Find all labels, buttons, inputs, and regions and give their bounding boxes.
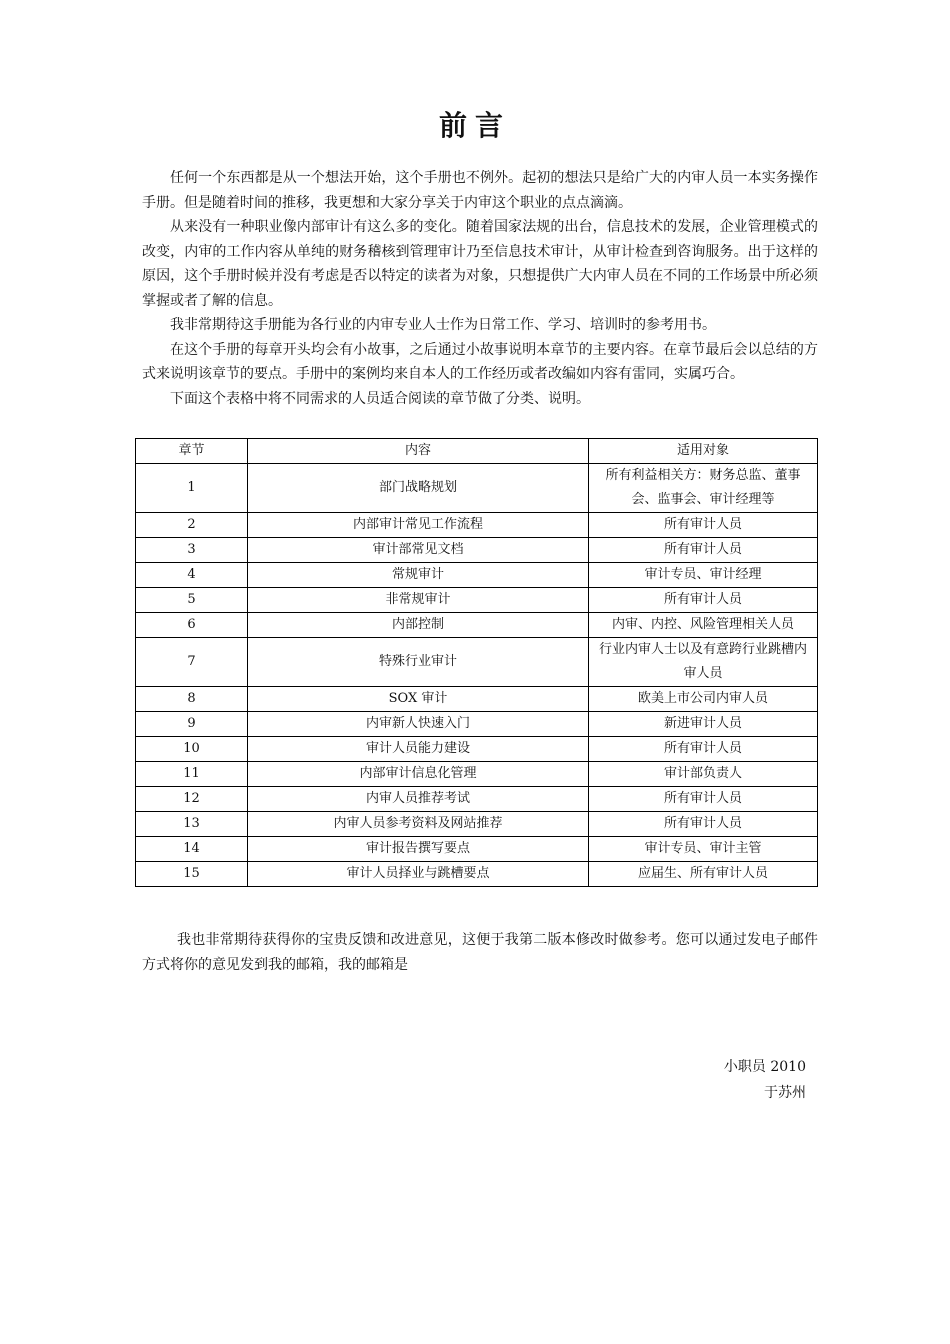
chapter-number: 1 [136, 464, 248, 513]
paragraph: 任何一个东西都是从一个想法开始，这个手册也不例外。起初的想法只是给广大的内审人员一本实务操作手册。但是随着时间的推移，我更想和大家分享关于内审这个职业的点点滴滴。 [142, 170, 818, 211]
page-title: 前言 [438, 109, 511, 142]
table-row [136, 687, 818, 712]
chapter-content: 内审人员参考资料及网站推荐 [248, 812, 589, 837]
chapter-number: 4 [136, 563, 248, 588]
table-row [136, 613, 818, 638]
table-row [136, 812, 818, 837]
chapter-content: 内部控制 [248, 613, 589, 638]
closing-paragraph: 我也非常期待获得你的宝贵反馈和改进意见，这便于我第二版本修改时做参考。您可以通过发电子邮件方式将你的意见发到我的邮箱，我的邮箱是 [142, 932, 818, 973]
signature-place: 于苏州 [764, 1085, 806, 1101]
table-row [136, 638, 818, 687]
chapter-audience: 所有利益相关方：财务总监、董事会、监事会、审计经理等 [589, 464, 818, 513]
table-row [136, 862, 818, 887]
chapter-number: 10 [136, 737, 248, 762]
chapter-audience: 新进审计人员 [589, 712, 818, 737]
chapter-number: 7 [136, 638, 248, 687]
chapter-content: 审计报告撰写要点 [248, 837, 589, 862]
chapter-number: 9 [136, 712, 248, 737]
chapter-number: 8 [136, 687, 248, 712]
table-row [136, 837, 818, 862]
table-row [136, 737, 818, 762]
chapter-number: 3 [136, 538, 248, 563]
paragraph: 在这个手册的每章开头均会有小故事，之后通过小故事说明本章节的主要内容。在章节最后会以总结的方式来说明该章节的要点。手册中的案例均来自本人的工作经历或者改编如内容有雷同，实属巧合。 [142, 341, 818, 382]
chapter-audience: 行业内审人士以及有意跨行业跳槽内审人员 [589, 638, 818, 687]
table-row [136, 464, 818, 513]
chapter-audience-table [135, 438, 818, 887]
chapter-audience: 审计部负责人 [589, 762, 818, 787]
chapter-content: 审计部常见文档 [248, 538, 589, 563]
chapter-number: 11 [136, 762, 248, 787]
chapter-audience: 欧美上市公司内审人员 [589, 687, 818, 712]
table-row [136, 762, 818, 787]
table-row [136, 513, 818, 538]
chapter-number: 2 [136, 513, 248, 538]
chapter-audience: 所有审计人员 [589, 737, 818, 762]
closing-section [142, 928, 818, 978]
header-chapter: 章节 [136, 439, 248, 464]
table-row [136, 563, 818, 588]
chapter-content: 部门战略规划 [248, 464, 589, 513]
table-row [136, 787, 818, 812]
paragraph: 下面这个表格中将不同需求的人员适合阅读的章节做了分类、说明。 [170, 390, 590, 407]
signature-author: 小职员 2010 [723, 1059, 806, 1075]
header-content: 内容 [248, 439, 589, 464]
chapter-audience: 内审、内控、风险管理相关人员 [589, 613, 818, 638]
chapter-content: 常规审计 [248, 563, 589, 588]
chapter-number: 14 [136, 837, 248, 862]
chapter-audience: 所有审计人员 [589, 538, 818, 563]
paragraph: 从来没有一种职业像内部审计有这么多的变化。随着国家法规的出台，信息技术的发展，企业管理模式的改变，内审的工作内容从单纯的财务稽核到管理审计乃至信息技术审计，从审计检查到咨询服务。出于这样的原因，这个手册时候并没有考虑是否以特定的读者为对象，只想提供广大内审人员在不同的工作场景中所必须掌握或者了解的信息。 [142, 219, 818, 309]
chapter-content: 特殊行业审计 [248, 638, 589, 687]
chapter-number: 6 [136, 613, 248, 638]
header-audience: 适用对象 [589, 439, 818, 464]
chapter-number: 5 [136, 588, 248, 613]
chapter-number: 13 [136, 812, 248, 837]
table-row [136, 538, 818, 563]
paragraph: 我非常期待这手册能为各行业的内审专业人士作为日常工作、学习、培训时的参考用书。 [170, 317, 716, 333]
chapter-content: 内部审计常见工作流程 [248, 513, 589, 538]
chapter-audience: 审计专员、审计经理 [589, 563, 818, 588]
table-header-row [136, 439, 818, 464]
chapter-content: 审计人员能力建设 [248, 737, 589, 762]
chapter-audience: 所有审计人员 [589, 588, 818, 613]
chapter-number: 12 [136, 787, 248, 812]
chapter-audience: 应届生、所有审计人员 [589, 862, 818, 887]
preface-intro [142, 166, 818, 411]
chapter-audience: 所有审计人员 [589, 812, 818, 837]
chapter-content: 审计人员择业与跳槽要点 [248, 862, 589, 887]
chapter-content: 内审人员推荐考试 [248, 787, 589, 812]
table-row [136, 588, 818, 613]
chapter-content: 内部审计信息化管理 [248, 762, 589, 787]
chapter-audience: 审计专员、审计主管 [589, 837, 818, 862]
chapter-content: 内审新人快速入门 [248, 712, 589, 737]
signature [724, 1054, 806, 1106]
chapter-audience: 所有审计人员 [589, 513, 818, 538]
chapter-number: 15 [136, 862, 248, 887]
chapter-audience: 所有审计人员 [589, 787, 818, 812]
chapter-content: SOX 审计 [248, 687, 589, 712]
table-row [136, 712, 818, 737]
chapter-content: 非常规审计 [248, 588, 589, 613]
